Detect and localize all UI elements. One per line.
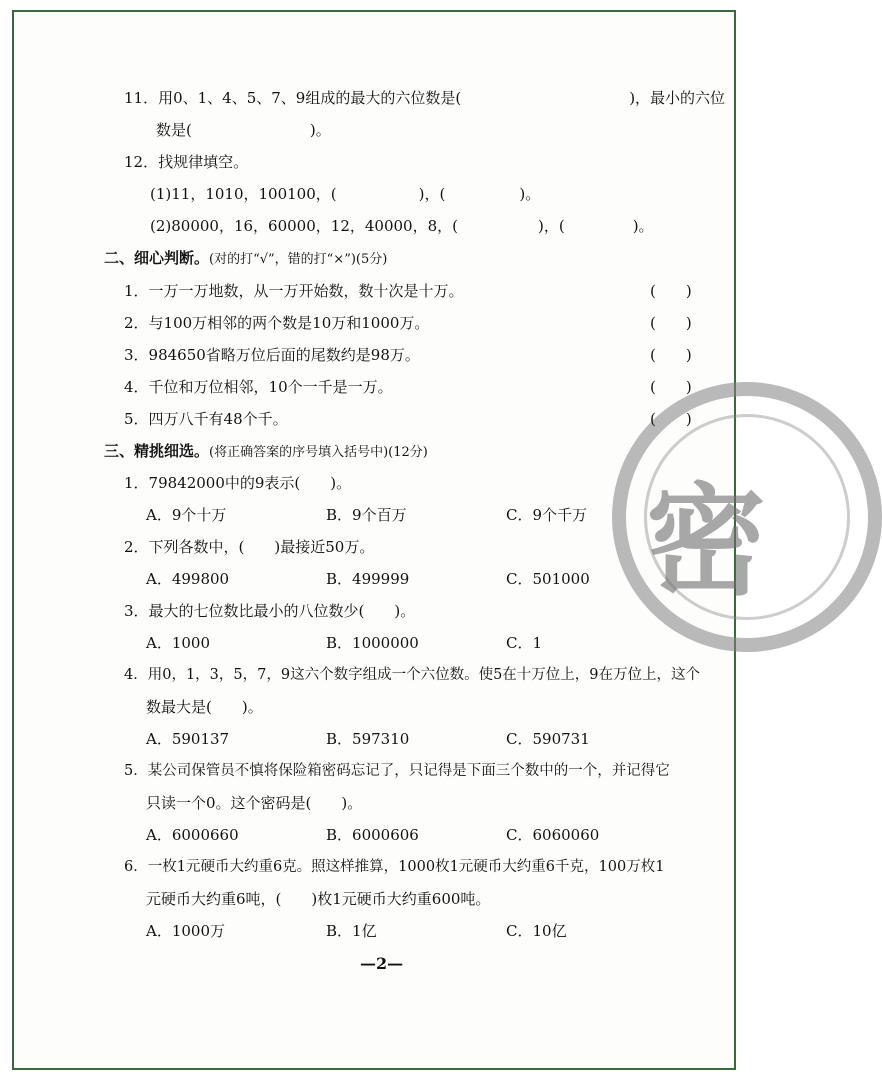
choice-q3-b: B．1000000 <box>326 634 419 652</box>
section2-heading <box>104 248 387 270</box>
choice-q4-line2: 数最大是( )。 <box>146 698 263 716</box>
q12-sub1-sep: )，( <box>418 185 446 203</box>
section3-heading <box>104 441 428 463</box>
choice-q4-a: A．590137 <box>146 730 230 748</box>
choice-q3-a: A．1000 <box>146 634 211 652</box>
choice-q4-b: B．597310 <box>326 730 410 748</box>
q11-text-d: )。 <box>309 121 331 139</box>
q12-sub2-text: (2)80000，16，60000，12，40000，8，( <box>150 217 458 235</box>
judge-item-3: 3．984650省略万位后面的尾数约是98万。 <box>124 346 420 364</box>
choice-q6-line2: 元硬币大约重6吨，( )枚1元硬币大约重600吨。 <box>146 890 491 908</box>
choice-q3-c: C．1 <box>506 634 543 652</box>
q11-line2 <box>156 120 331 140</box>
judge-paren-3: ( ) <box>650 346 692 364</box>
choice-q5-line2: 只读一个0。这个密码是( )。 <box>146 794 363 812</box>
q12-sub2-sep: )，( <box>537 217 565 235</box>
choice-q2-c: C．501000 <box>506 570 590 588</box>
choice-q1-a: A．9个十万 <box>146 506 227 524</box>
judge-paren-1: ( ) <box>650 282 692 300</box>
judge-paren-4: ( ) <box>650 378 692 396</box>
section2-note: (对的打“√”，错的打“×”)(5分) <box>209 252 388 267</box>
q11-line1 <box>124 88 725 108</box>
judge-paren-2: ( ) <box>650 314 692 332</box>
choice-q5-a: A．6000660 <box>146 826 239 844</box>
page-number: —2— <box>360 954 404 973</box>
choice-q6-b: B．1亿 <box>326 922 377 940</box>
choice-q2-b: B．499999 <box>326 570 410 588</box>
choice-q5-c: C．6060060 <box>506 826 600 844</box>
choice-q5-b: B．6000606 <box>326 826 419 844</box>
seal-character: 密 <box>646 473 766 612</box>
q12-sub1-text: (1)11，1010，100100，( <box>150 185 337 203</box>
q11-text-a: 11．用0、1、4、5、7、9组成的最大的六位数是( <box>124 89 462 107</box>
q12-title: 12．找规律填空。 <box>124 153 249 171</box>
section3-title: 三、精挑细选。 <box>104 442 210 460</box>
q11-text-b: )，最小的六位 <box>629 89 726 107</box>
choice-q3: 3．最大的七位数比最小的八位数少( )。 <box>124 602 416 620</box>
judge-item-2: 2．与100万相邻的两个数是10万和1000万。 <box>124 314 430 332</box>
q12-sub1 <box>150 184 540 204</box>
q12-sub1-end: )。 <box>519 185 541 203</box>
choice-q6-c: C．10亿 <box>506 922 567 940</box>
judge-item-4: 4．千位和万位相邻，10个一千是一万。 <box>124 378 393 396</box>
choice-q6-line1: 6．一枚1元硬币大约重6克。照这样推算，1000枚1元硬币大约重6千克，100万枚1 <box>124 859 665 875</box>
choice-q1-b: B．9个百万 <box>326 506 407 524</box>
choice-q1: 1．79842000中的9表示( )。 <box>124 474 352 492</box>
section3-note: (将正确答案的序号填入括号中)(12分) <box>209 445 428 460</box>
judge-paren-5: ( ) <box>650 410 692 428</box>
choice-q6-a: A．1000万 <box>146 922 226 940</box>
judge-item-5: 5．四万八千有48个千。 <box>124 410 288 428</box>
judge-item-1: 1．一万一万地数，从一万开始数，数十次是十万。 <box>124 282 464 300</box>
choice-q1-c: C．9个千万 <box>506 506 588 524</box>
choice-q2: 2．下列各数中，( )最接近50万。 <box>124 538 375 556</box>
q11-text-c: 数是( <box>156 121 192 139</box>
choice-q5-line1: 5．某公司保管员不慎将保险箱密码忘记了，只记得是下面三个数中的一个，并记得它 <box>124 763 670 779</box>
section2-title: 二、细心判断。 <box>104 249 210 267</box>
choice-q4-line1: 4．用0，1，3，5，7，9这六个数字组成一个六位数。使5在十万位上，9在万位上，这个 <box>124 667 701 683</box>
q12-sub2-end: )。 <box>632 217 654 235</box>
choice-q2-a: A．499800 <box>146 570 230 588</box>
q12-sub2 <box>150 216 654 236</box>
choice-q4-c: C．590731 <box>506 730 590 748</box>
